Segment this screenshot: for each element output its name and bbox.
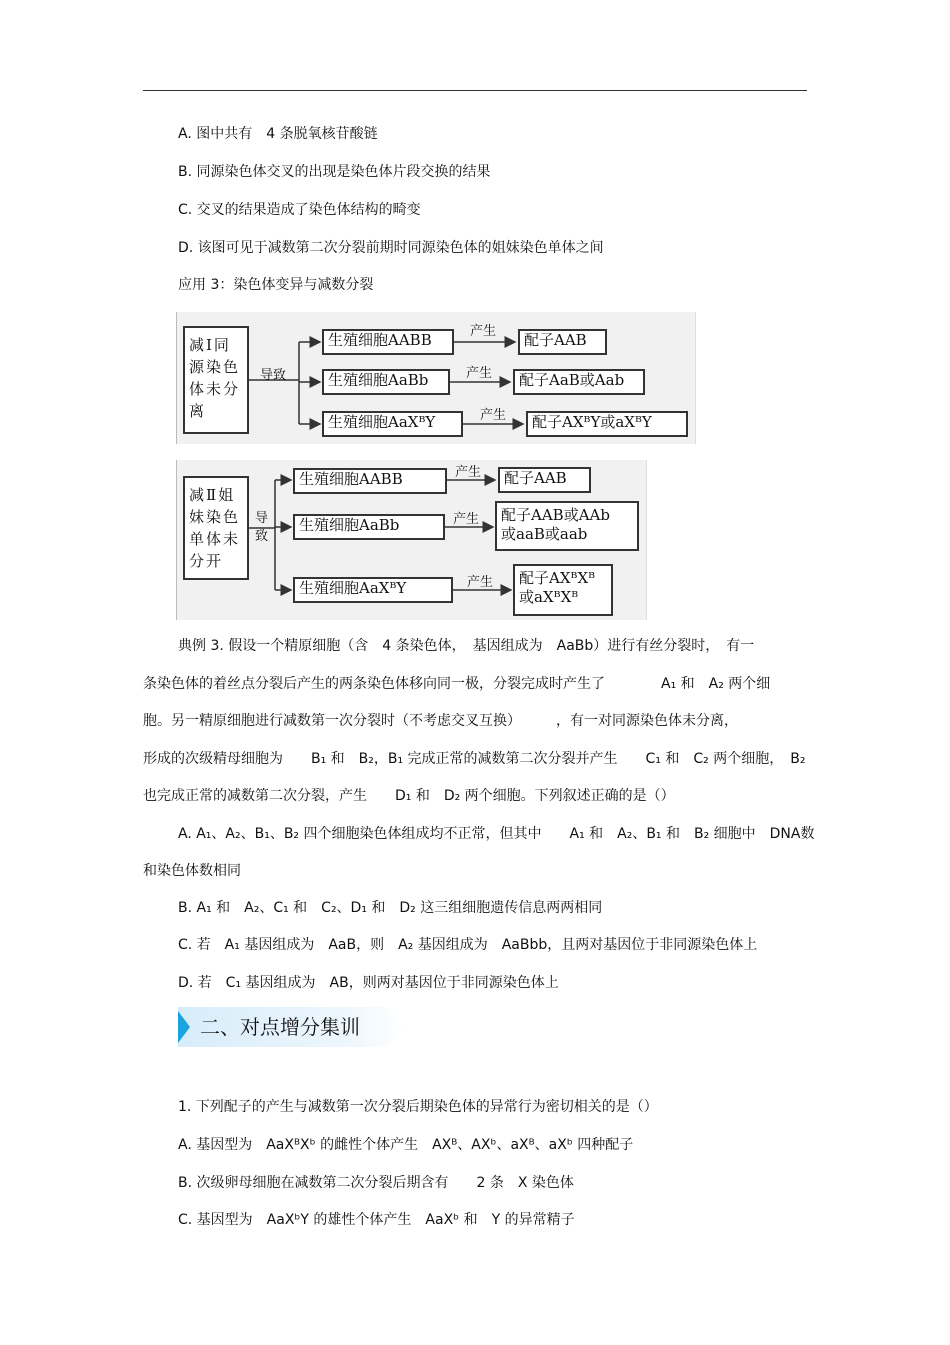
diagram-2-gamete-1: 配子AAB [498,467,591,493]
header-rule [143,90,807,91]
diagram-2-produce-2: 产生 [453,512,480,527]
diagram-2-produce-1: 产生 [455,465,482,480]
diagram-1-cell-1: 生殖细胞AABB [322,329,454,355]
diagram-1-arrow-label: 导致 [260,368,287,383]
section-2-title: 二、对点增分集训 [200,1015,360,1039]
option-a: A. 图中共有 4 条脱氧核苷酸链 [178,126,378,142]
example-3-option-c: C. 若 A₁ 基因组成为 AaB，则 A₂ 基因组成为 AaBbb，且两对基因位于非同源染色体上 [178,937,758,953]
example-3-option-a-1: A. A₁、A₂、B₁、B₂ 四个细胞染色体组成均不正常，但其中 A₁ 和 A₂、B₁ 和 B₂ 细胞中 DNA数 [178,826,815,842]
diagram-1-left-box: 减Ⅰ同 源染色 体未分 离 [183,326,249,434]
diagram-meiosis-1 [176,312,696,444]
diagram-1-produce-2: 产生 [466,366,493,381]
diagram-1-cell-2: 生殖细胞AaBb [322,369,450,395]
diagram-2-cell-1: 生殖细胞AABB [293,468,447,494]
example-3-option-d: D. 若 C₁ 基因组成为 AB，则两对基因位于非同源染色体上 [178,975,559,991]
diagram-1-gamete-1: 配子AAB [518,329,607,355]
example-3-line-4: 形成的次级精母细胞为 B₁ 和 B₂，B₁ 完成正常的减数第二次分裂并产生 C₁ 和 C₂ 两个细胞， B₂ [143,751,806,767]
diagram-2-left-box: 减Ⅱ姐 妹染色 单体未 分开 [183,476,249,580]
example-3-option-b: B. A₁ 和 A₂、C₁ 和 C₂、D₁ 和 D₂ 这三组细胞遗传信息两两相同 [178,900,603,916]
question-1-stem: 1. 下列配子的产生与减数第一次分裂后期染色体的异常行为密切相关的是（） [178,1099,658,1115]
example-3-option-a-2: 和染色体数相同 [143,863,241,879]
example-3-line-5: 也完成正常的减数第二次分裂，产生 D₁ 和 D₂ 两个细胞。下列叙述正确的是（） [143,788,675,804]
diagram-2-gamete-2: 配子AAB或AAb 或aaB或aab [495,501,639,551]
question-1-option-c: C. 基因型为 AaXᵇY 的雄性个体产生 AaXᵇ 和 Y 的异常精子 [178,1212,575,1228]
diagram-1-cell-3: 生殖细胞AaXᴮY [322,411,463,437]
question-1-option-a: A. 基因型为 AaXᴮXᵇ 的雌性个体产生 AXᴮ、AXᵇ、aXᴮ、aXᵇ 四种配子 [178,1137,634,1153]
diagram-1-gamete-2: 配子AaB或Aab [513,369,645,395]
diagram-2-cell-2: 生殖细胞AaBb [293,514,445,540]
diagram-2-arrow-label: 导致 [255,511,269,544]
application-3-title: 应用 3：染色体变异与减数分裂 [178,277,374,293]
option-b: B. 同源染色体交叉的出现是染色体片段交换的结果 [178,164,491,180]
diagram-2-gamete-3: 配子AXᴮXᴮ 或aXᴮXᴮ [513,564,613,616]
diagram-2-produce-3: 产生 [467,575,494,590]
option-c: C. 交叉的结果造成了染色体结构的畸变 [178,202,421,218]
option-d: D. 该图可见于减数第二次分裂前期时同源染色体的姐妹染色单体之间 [178,240,604,256]
diagram-2-cell-3: 生殖细胞AaXᴮY [293,577,453,603]
question-1-option-b: B. 次级卵母细胞在减数第二次分裂后期含有 2 条 X 染色体 [178,1175,574,1191]
diagram-1-produce-1: 产生 [470,324,497,339]
example-3-line-1: 典例 3. 假设一个精原细胞（含 4 条染色体， 基因组成为 AaBb）进行有丝分裂时， 有一 [178,638,755,654]
diagram-1-gamete-3: 配子AXᴮY或aXᴮY [526,411,688,437]
diagram-meiosis-2 [176,460,647,620]
diagram-1-produce-3: 产生 [480,408,507,423]
example-3-line-2: 条染色体的着丝点分裂后产生的两条染色体移向同一极，分裂完成时产生了 A₁ 和 A₂ 两个细 [143,676,771,692]
example-3-line-3: 胞。另一精原细胞进行减数第一次分裂时（不考虑交叉互换） ，有一对同源染色体未分离， [143,713,738,729]
